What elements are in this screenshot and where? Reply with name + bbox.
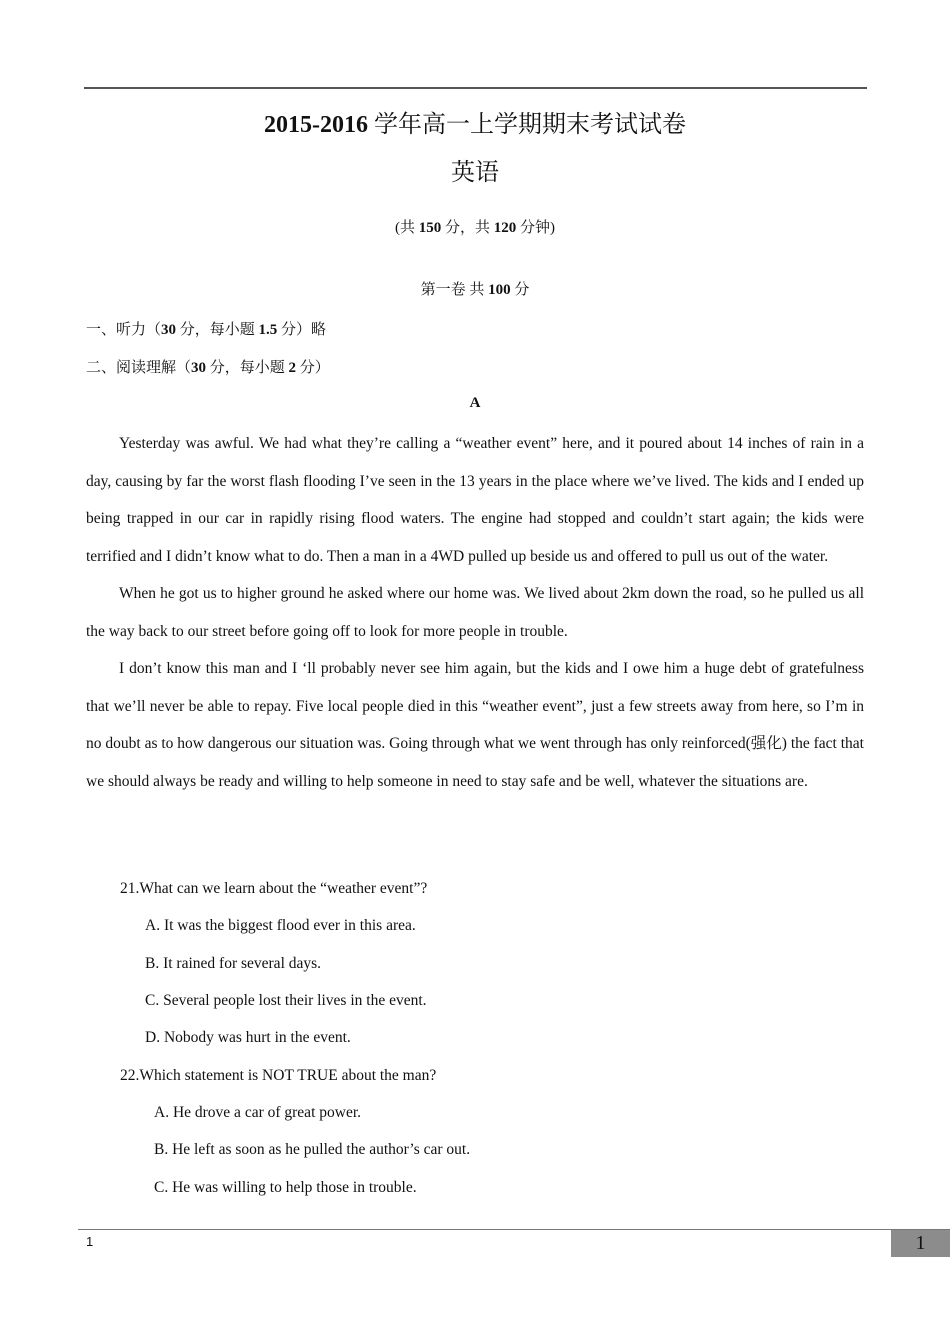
title-year: 2015-2016 — [264, 112, 368, 138]
passage-body — [86, 425, 864, 800]
part-heading — [0, 278, 950, 299]
question-option: B. It rained for several days. — [145, 955, 322, 972]
meta-score: 150 — [418, 220, 442, 236]
question-stem: 22.Which statement is NOT TRUE about the man? — [120, 1067, 437, 1084]
listening-d: 1.5 — [258, 322, 278, 338]
question-option: D. Nobody was hurt in the event. — [145, 1029, 351, 1046]
question-option: A. He drove a car of great power. — [154, 1104, 362, 1121]
reading-b: 30 — [191, 360, 207, 376]
part-suffix: 分 — [510, 282, 530, 298]
question-option: C. He was willing to help those in trouble. — [154, 1179, 417, 1196]
meta-time: 120 — [493, 220, 517, 236]
subject-heading: 英语 — [451, 160, 499, 186]
meta-close: 分钟) — [516, 220, 555, 236]
reading-d: 2 — [288, 360, 297, 376]
page-number-badge: 1 — [891, 1230, 950, 1257]
listening-a: 一、听力（ — [86, 322, 162, 338]
passage-paragraph: I don’t know this man and I ‘ll probably never see him again, but the kids and I owe him a huge debt of gratefulness that we’ll never be able to repay. Five local people died in this “weather event”, just a few streets away from here, so I’m in no doubt as to how dangerous our situation was. Going through what we went through has only reinforced(强化) the fact that we should always be ready and willing to help someone in need to stay safe and be well, whatever the situations are. — [86, 660, 864, 790]
reading-a: 二、阅读理解（ — [86, 360, 192, 376]
section-listening — [86, 318, 326, 339]
title-text: 学年高一上学期期末考试试卷 — [368, 112, 686, 138]
question-option: A. It was the biggest flood ever in this area. — [145, 917, 416, 934]
meta-open: (共 — [394, 220, 419, 236]
passage-paragraph: Yesterday was awful. We had what they’re calling a “weather event” here, and it poured about 14 inches of rain in a day, causing by far the worst flash flooding I’ve seen in the 13 years in the place where we’ve lived. The kids and I ended up being trapped in our car in rapidly rising flood waters. The engine had stopped and couldn’t start again; the kids were terrified and I didn’t know what to do. Then a man in a 4WD pulled up beside us and offered to pull us out of the water. — [86, 435, 864, 565]
reading-c: 分，每小题 — [206, 360, 289, 376]
listening-b: 30 — [161, 322, 177, 338]
exam-meta — [0, 216, 950, 237]
question-option: C. Several people lost their lives in the event. — [145, 992, 427, 1009]
passage-label: A — [469, 395, 481, 411]
reading-e: 分） — [296, 360, 330, 376]
question-stem: 21.What can we learn about the “weather event”? — [120, 880, 428, 897]
question-option: B. He left as soon as he pulled the author’s car out. — [154, 1141, 471, 1158]
footer-left-number: 1 — [86, 1234, 94, 1249]
listening-c: 分，每小题 — [176, 322, 259, 338]
part-prefix: 第一卷 共 — [420, 282, 489, 298]
header-rule — [84, 87, 867, 89]
footer-rule — [78, 1229, 950, 1230]
exam-title — [0, 110, 950, 140]
passage-paragraph: When he got us to higher ground he asked where our home was. We lived about 2km down the road, so he pulled us all the way back to our street before going off to look for more people in trouble. — [86, 585, 864, 640]
meta-mid: 分，共 — [441, 220, 494, 236]
listening-e: 分）略 — [277, 322, 327, 338]
part-points: 100 — [488, 282, 511, 298]
section-reading — [86, 356, 330, 377]
